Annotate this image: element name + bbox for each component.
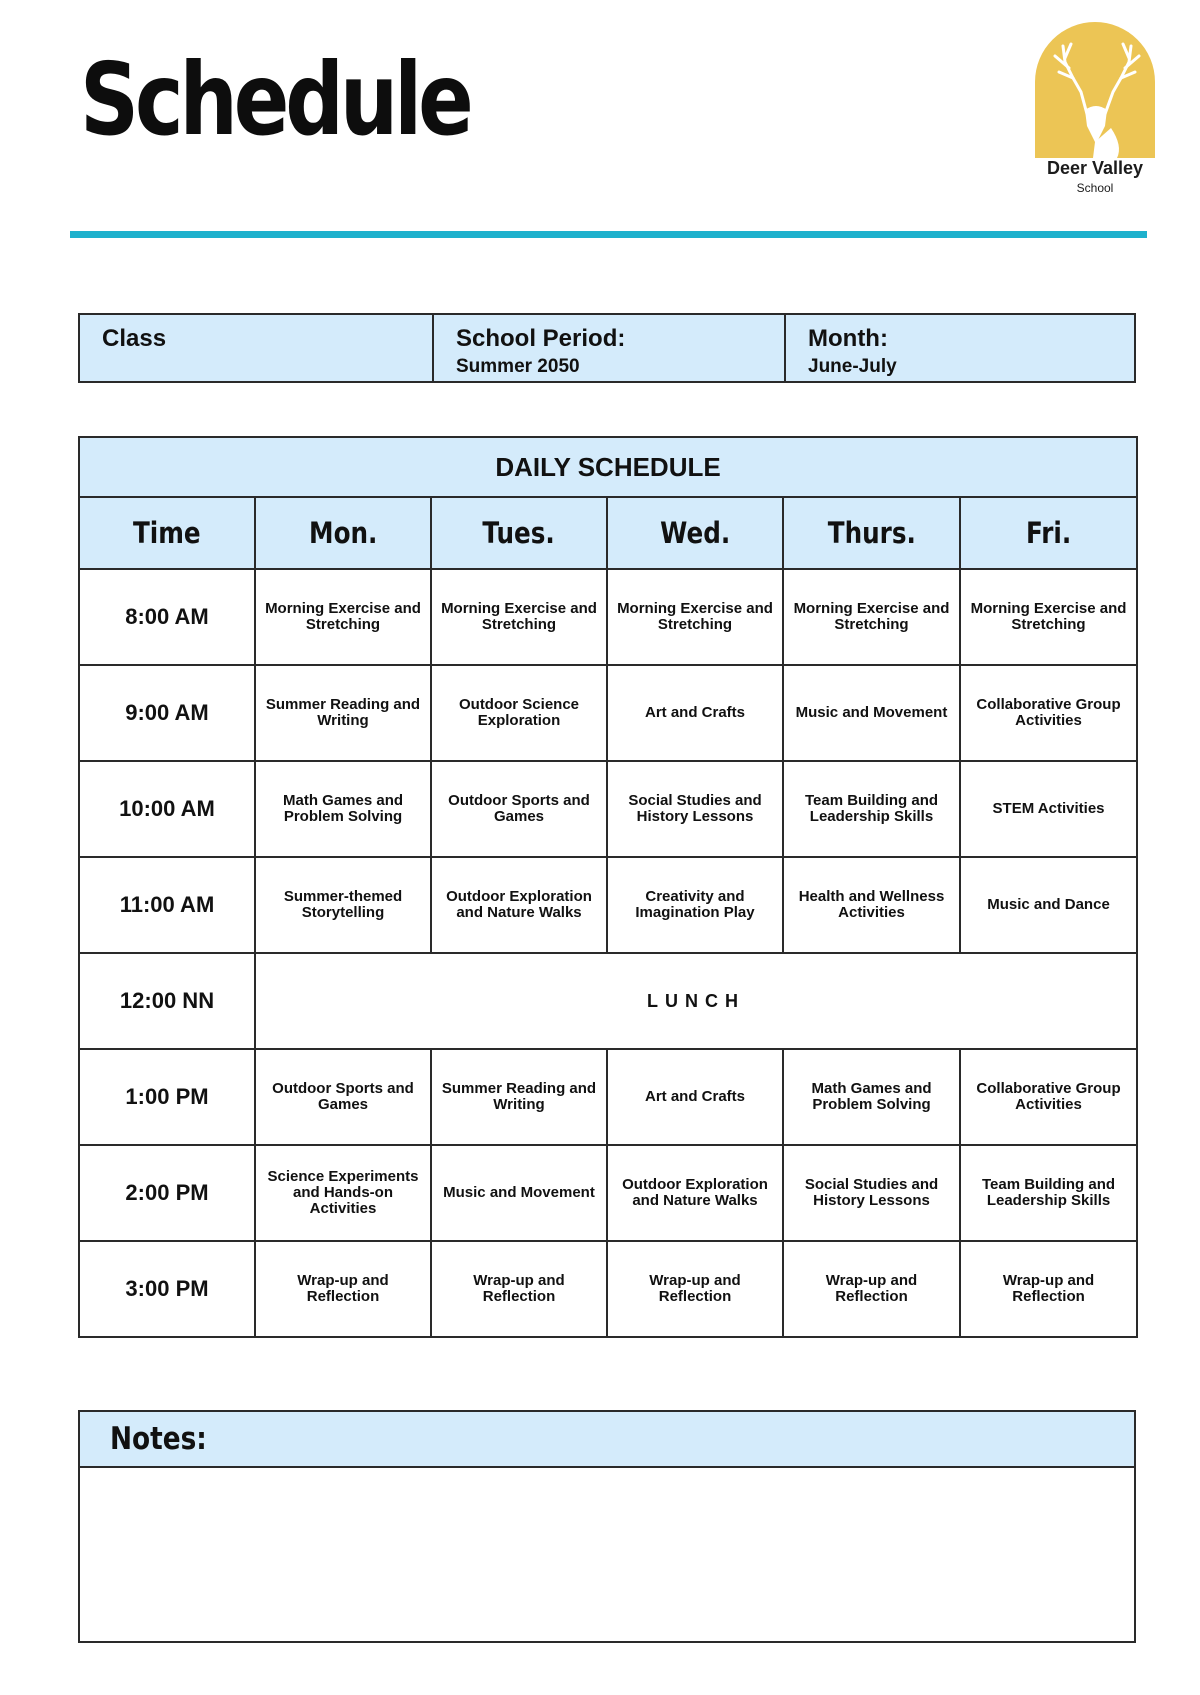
activity-cell: Art and Crafts (607, 665, 783, 761)
activity-cell: Team Building and Leadership Skills (783, 761, 960, 857)
activity-cell: Wrap-up and Reflection (255, 1241, 431, 1337)
activity-cell: Collaborative Group Activities (960, 665, 1137, 761)
activity-cell: Morning Exercise and Stretching (431, 569, 607, 665)
activity-cell: Summer-themed Storytelling (255, 857, 431, 953)
notes-title: Notes: (110, 1421, 207, 1457)
class-label: Class (102, 325, 167, 352)
time-cell: 2:00 PM (79, 1145, 255, 1241)
month-cell (784, 315, 1134, 381)
activity-cell: Health and Wellness Activities (783, 857, 960, 953)
activity-cell: Morning Exercise and Stretching (783, 569, 960, 665)
time-cell: 11:00 AM (79, 857, 255, 953)
schedule-header-row (79, 497, 1137, 569)
activity-cell: Team Building and Leadership Skills (960, 1145, 1137, 1241)
month-value: June-July (808, 356, 897, 377)
column-header-thurs (783, 497, 960, 569)
activity-cell: Wrap-up and Reflection (960, 1241, 1137, 1337)
notes-section (78, 1410, 1136, 1643)
activity-cell: Wrap-up and Reflection (431, 1241, 607, 1337)
activity-cell: Music and Movement (783, 665, 960, 761)
school-period-label: School Period: (456, 325, 626, 352)
activity-cell: Math Games and Problem Solving (255, 761, 431, 857)
activity-cell: Summer Reading and Writing (431, 1049, 607, 1145)
activity-cell: Outdoor Exploration and Nature Walks (431, 857, 607, 953)
month-label: Month: (808, 325, 888, 352)
table-row (79, 1241, 1137, 1337)
lunch-row (79, 953, 1137, 1049)
column-header-wed (607, 497, 783, 569)
activity-cell: Wrap-up and Reflection (607, 1241, 783, 1337)
column-header-fri (960, 497, 1137, 569)
activity-cell: Music and Dance (960, 857, 1137, 953)
activity-cell: Social Studies and History Lessons (783, 1145, 960, 1241)
school-logo (1020, 20, 1170, 200)
school-period-cell (432, 315, 784, 381)
column-header-label: Tues. (482, 516, 556, 550)
activity-cell: Creativity and Imagination Play (607, 857, 783, 953)
activity-cell: Wrap-up and Reflection (783, 1241, 960, 1337)
column-header-label: Wed. (659, 516, 731, 550)
time-cell: 10:00 AM (79, 761, 255, 857)
activity-cell: Art and Crafts (607, 1049, 783, 1145)
table-row (79, 665, 1137, 761)
activity-cell: Outdoor Sports and Games (431, 761, 607, 857)
column-header-label: Fri. (1025, 516, 1072, 550)
activity-cell: Science Experiments and Hands-on Activities (255, 1145, 431, 1241)
time-cell: 1:00 PM (79, 1049, 255, 1145)
activity-cell: Morning Exercise and Stretching (255, 569, 431, 665)
header-divider (70, 231, 1147, 238)
activity-cell: Music and Movement (431, 1145, 607, 1241)
table-row (79, 1049, 1137, 1145)
activity-cell: Morning Exercise and Stretching (960, 569, 1137, 665)
page-title: Schedule (80, 41, 470, 158)
table-row (79, 569, 1137, 665)
activity-cell: Morning Exercise and Stretching (607, 569, 783, 665)
school-period-value: Summer 2050 (456, 356, 580, 377)
time-cell: 12:00 NN (79, 953, 255, 1049)
column-header-label: Mon. (308, 516, 378, 550)
logo-name: Deer Valley (1046, 158, 1144, 178)
column-header-label: Thurs. (827, 516, 916, 550)
activity-cell: Collaborative Group Activities (960, 1049, 1137, 1145)
time-cell: 9:00 AM (79, 665, 255, 761)
activity-cell: STEM Activities (960, 761, 1137, 857)
activity-cell: Social Studies and History Lessons (607, 761, 783, 857)
time-cell: 8:00 AM (79, 569, 255, 665)
table-row (79, 857, 1137, 953)
logo-subtitle: School (1076, 181, 1114, 195)
activity-cell: Outdoor Exploration and Nature Walks (607, 1145, 783, 1241)
table-row (79, 761, 1137, 857)
time-cell: 3:00 PM (79, 1241, 255, 1337)
schedule-title: DAILY SCHEDULE (79, 437, 1137, 497)
activity-cell: Outdoor Science Exploration (431, 665, 607, 761)
notes-header (80, 1412, 1134, 1468)
lunch-cell: LUNCH (255, 953, 1137, 1049)
activity-cell: Outdoor Sports and Games (255, 1049, 431, 1145)
column-header-time (79, 497, 255, 569)
deer-logo-icon (1034, 22, 1156, 158)
column-header-mon (255, 497, 431, 569)
info-bar (78, 313, 1136, 383)
activity-cell: Math Games and Problem Solving (783, 1049, 960, 1145)
column-header-label: Time (133, 516, 201, 550)
class-cell (80, 315, 432, 381)
table-row (79, 1145, 1137, 1241)
daily-schedule-table (78, 436, 1138, 1338)
column-header-tues (431, 497, 607, 569)
activity-cell: Summer Reading and Writing (255, 665, 431, 761)
